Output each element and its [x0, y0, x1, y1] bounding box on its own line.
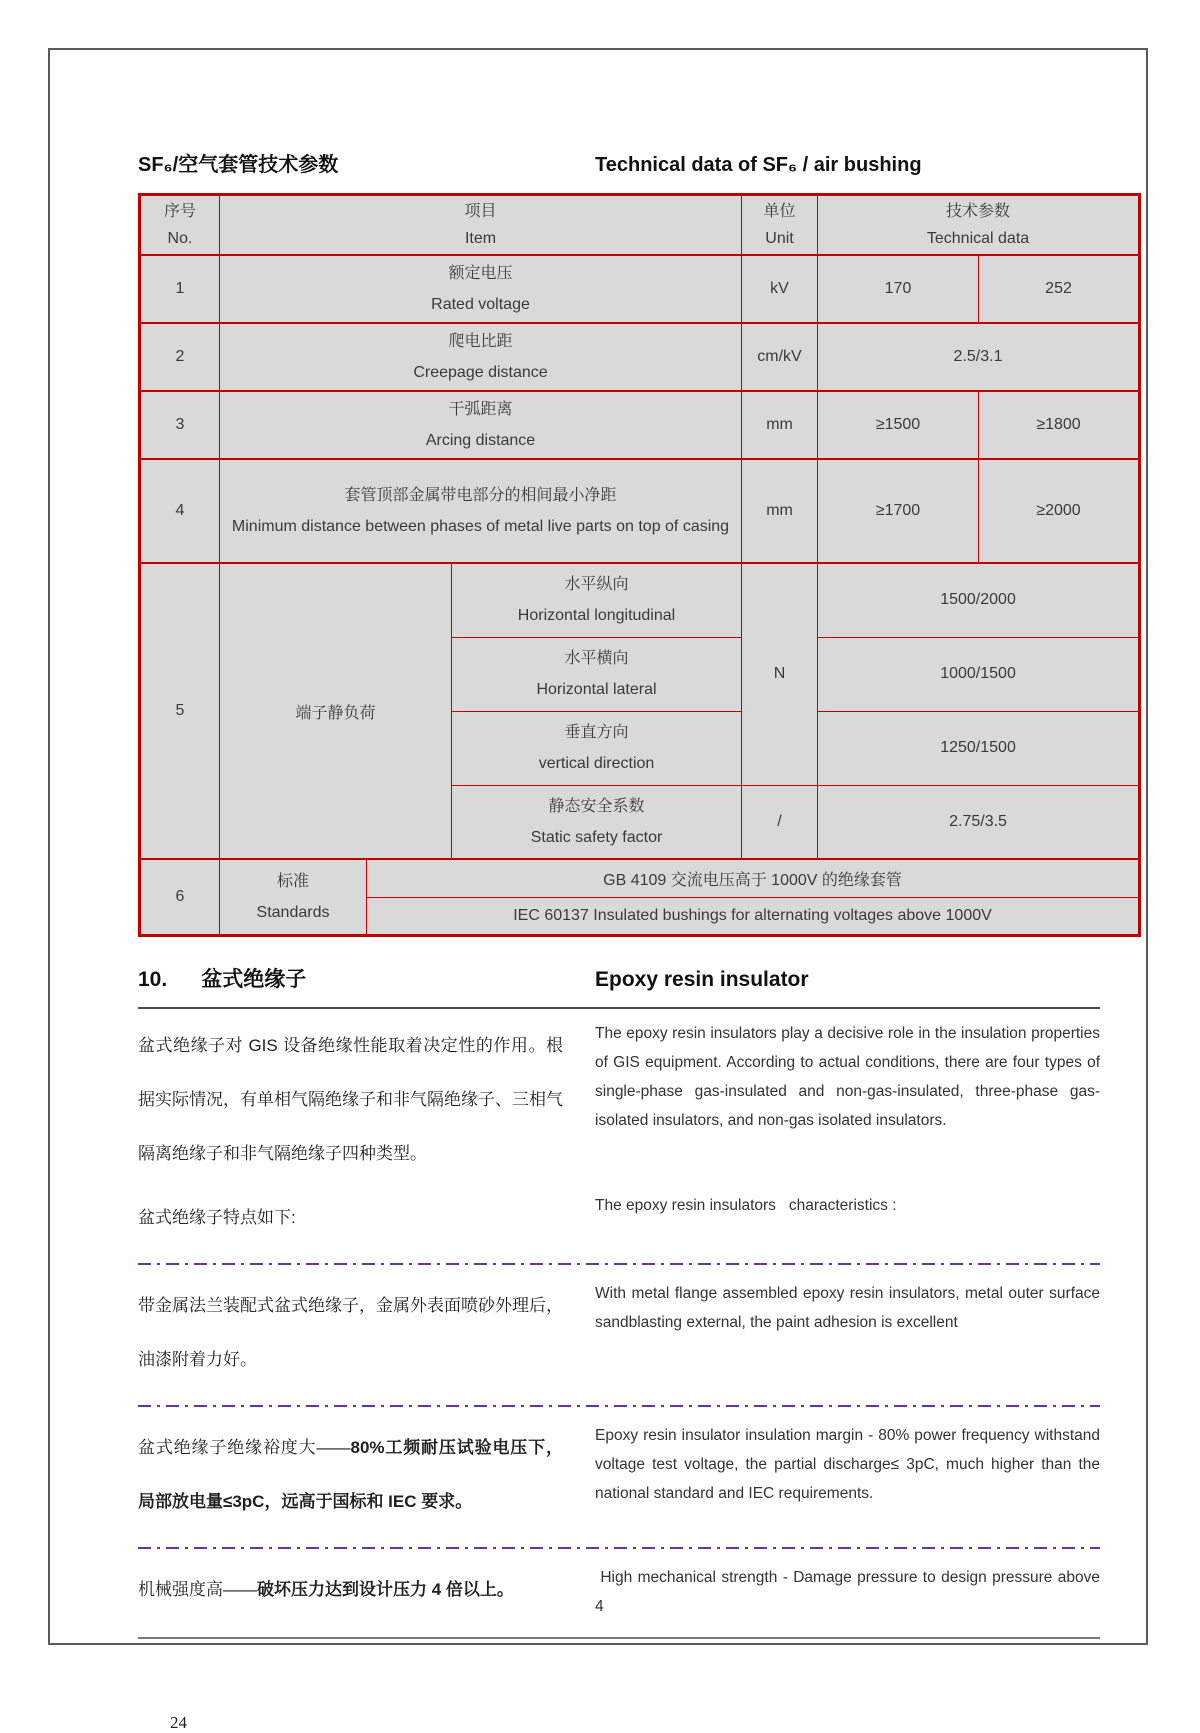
- row-no: 2: [140, 323, 220, 391]
- row-item: 干弧距离 Arcing distance: [220, 391, 742, 459]
- page-number: 24: [170, 1712, 187, 1732]
- section-number: 10.: [138, 967, 168, 991]
- table-row-6: [140, 859, 1140, 897]
- table-title-en: Technical data of SF₆ / air bushing: [595, 154, 922, 176]
- technical-data-table: [138, 193, 1141, 937]
- section-heading-en: Epoxy resin insulator: [595, 967, 809, 991]
- header-cell-no: 序号 No.: [140, 195, 220, 256]
- standard-line: GB 4109 交流电压高于 1000V 的绝缘套管: [367, 859, 1140, 897]
- row-value: ≥1700: [818, 459, 979, 563]
- row-unit: N: [742, 563, 818, 785]
- feature-row: [138, 1279, 1138, 1387]
- feature-zh: 盆式绝缘子绝缘裕度大——80%工频耐压试验电压下，局部放电量≤3pC，远高于国标和 IEC 要求。: [138, 1437, 563, 1511]
- table-row: [140, 459, 1140, 563]
- row-value: ≥2000: [979, 459, 1140, 563]
- sub-item: 水平横向 Horizontal lateral: [452, 637, 742, 711]
- intro-zh: 盆式绝缘子对 GIS 设备绝缘性能取着决定性的作用。根据实际情况，有单相气隔绝缘子和非气隔绝缘子、三相气隔离绝缘子和非气隔绝缘子四种类型。: [138, 1035, 563, 1163]
- row-unit: mm: [742, 459, 818, 563]
- subhead-en: The epoxy resin insulators characteristics :: [595, 1196, 897, 1214]
- sub-item: 垂直方向 vertical direction: [452, 711, 742, 785]
- row-value: ≥1800: [979, 391, 1140, 459]
- row-unit: mm: [742, 391, 818, 459]
- table-title-row: [138, 148, 1138, 177]
- table-row: [140, 323, 1140, 391]
- row-value: 2.5/3.1: [818, 323, 1140, 391]
- page-content: [138, 0, 1138, 1733]
- feature-row: [138, 1563, 1138, 1621]
- row-group-label: 标准 Standards: [220, 859, 367, 935]
- row-item: 爬电比距 Creepage distance: [220, 323, 742, 391]
- intro-en: The epoxy resin insulators play a decisive role in the insulation properties of GIS equipment. According to actual conditions, there are four types of single-phase gas-insulated and non-gas-insulated, three-phase gas-isolated insulators, and non-gas isolated insulators.: [595, 1024, 1100, 1129]
- standard-line: IEC 60137 Insulated bushings for alternating voltages above 1000V: [367, 897, 1140, 935]
- table-row-5-sub: [140, 563, 1140, 637]
- header-cell-item: 项目 Item: [220, 195, 742, 256]
- characteristics-subhead: [138, 1191, 1138, 1245]
- row-value: 1250/1500: [818, 711, 1140, 785]
- table-header-row: [140, 195, 1140, 256]
- dashed-divider: [138, 1547, 1100, 1549]
- dashed-divider: [138, 1263, 1100, 1265]
- section-heading-zh: [138, 963, 563, 993]
- row-no: 5: [140, 563, 220, 859]
- row-unit: kV: [742, 255, 818, 323]
- feature-en: High mechanical strength - Damage pressure to design pressure above 4: [595, 1568, 1105, 1615]
- row-no: 1: [140, 255, 220, 323]
- bottom-rule: [138, 1637, 1100, 1639]
- subhead-zh: 盆式绝缘子特点如下:: [138, 1207, 296, 1227]
- feature-en: Epoxy resin insulator insulation margin - 80% power frequency withstand voltage test voltage, the partial discharge≤ 3pC, much higher than the national standard and IEC requirements.: [595, 1426, 1100, 1502]
- feature-zh: 机械强度高——破坏压力达到设计压力 4 倍以上。: [138, 1579, 514, 1599]
- table-row: [140, 255, 1140, 323]
- row-unit: /: [742, 785, 818, 859]
- feature-row: [138, 1421, 1138, 1529]
- feature-zh: 带金属法兰装配式盆式绝缘子，金属外表面喷砂外理后，油漆附着力好。: [138, 1295, 563, 1369]
- row-value: 1500/2000: [818, 563, 1140, 637]
- table-title-zh: SF₆/空气套管技术参数: [138, 154, 339, 176]
- sub-item: 水平纵向 Horizontal longitudinal: [452, 563, 742, 637]
- header-cell-data: 技术参数 Technical data: [818, 195, 1140, 256]
- row-value: 1000/1500: [818, 637, 1140, 711]
- row-no: 3: [140, 391, 220, 459]
- section-heading-row: [138, 963, 1138, 993]
- section-title-zh: 盆式绝缘子: [201, 967, 307, 991]
- section-divider-rule: [138, 1007, 1100, 1009]
- row-unit: cm/kV: [742, 323, 818, 391]
- row-no: 6: [140, 859, 220, 935]
- intro-paragraphs: [138, 1019, 1138, 1181]
- feature-en: With metal flange assembled epoxy resin insulators, metal outer surface sandblasting external, the paint adhesion is excellent: [595, 1284, 1100, 1331]
- dashed-divider: [138, 1405, 1100, 1407]
- row-value: 170: [818, 255, 979, 323]
- row-item: 额定电压 Rated voltage: [220, 255, 742, 323]
- row-value: ≥1500: [818, 391, 979, 459]
- row-no: 4: [140, 459, 220, 563]
- row-value: 252: [979, 255, 1140, 323]
- header-cell-unit: 单位 Unit: [742, 195, 818, 256]
- sub-item: 静态安全系数 Static safety factor: [452, 785, 742, 859]
- table-row: [140, 391, 1140, 459]
- row-group-label: 端子静负荷: [220, 563, 452, 859]
- row-item: 套管顶部金属带电部分的相间最小净距 Minimum distance between phases of metal live parts on top of casing: [220, 459, 742, 563]
- row-value: 2.75/3.5: [818, 785, 1140, 859]
